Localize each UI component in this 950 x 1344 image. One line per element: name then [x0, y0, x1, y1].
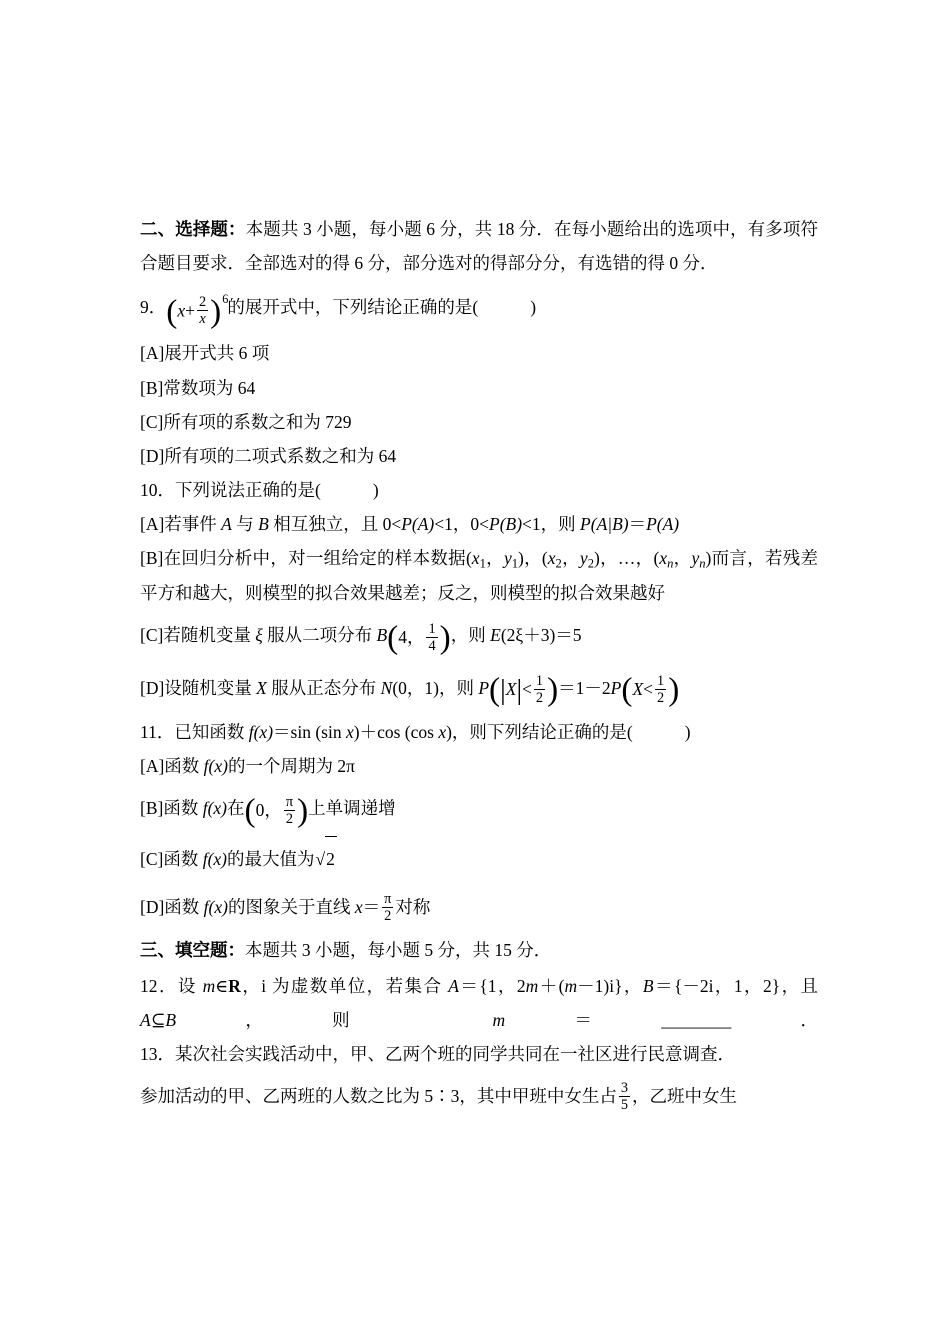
q11d-fx: (x)	[208, 897, 228, 918]
q12-B: B	[642, 976, 654, 997]
q11a-t2: 的一个周期为 2π	[227, 756, 355, 777]
section-3-text: 本题共 3 小题，每小题 5 分，共 15 分．	[245, 939, 552, 960]
q12-subset: ⊆	[150, 1010, 166, 1031]
q11b-t3: 上单调递增	[308, 798, 396, 819]
q10d-lt: <	[522, 679, 532, 700]
q10d-absX: X	[505, 679, 517, 700]
q10d-frac-num: 1	[535, 673, 544, 690]
q11-number: 11．	[140, 722, 175, 743]
q11b-arg-left: 0	[255, 799, 265, 820]
q12-t8: ，则	[176, 1010, 493, 1031]
q12-m4: m	[492, 1010, 506, 1031]
q10c-binom-args: (4， $\frac{1}{4}$ )	[387, 619, 451, 657]
q10b-label: [B]	[140, 548, 164, 569]
q10c-B: B	[376, 625, 388, 646]
q10d-P: P	[478, 677, 490, 698]
q12-t2: ∈	[215, 976, 229, 997]
q10d-fraction	[534, 673, 545, 706]
q11d-t2: 的图象关于直线	[227, 897, 355, 918]
q10b-t1: 在回归分析中，对一组给定的样本数据(	[163, 548, 472, 569]
question-10	[140, 473, 818, 507]
q11b-t2: 在	[227, 798, 245, 819]
q12-R: R	[228, 976, 241, 997]
q11b-label: [B]	[140, 798, 164, 819]
q11d-t3: 对称	[395, 897, 431, 918]
q13-frac-den: 5	[620, 1097, 629, 1114]
question-12	[140, 969, 818, 1037]
q10c-E: E	[490, 625, 501, 646]
q11-x1: x	[345, 722, 354, 743]
q11a-fx: (x)	[208, 756, 228, 777]
q10a-t2: 与	[231, 514, 259, 535]
q10b-ynsub: n	[699, 556, 706, 571]
q10d-N: N	[380, 677, 393, 698]
q11c-t1: 函数	[163, 848, 203, 869]
q9-base: x	[177, 300, 186, 321]
q9-frac-den: x	[199, 311, 206, 328]
q10b-mid1: )，(	[518, 548, 548, 569]
q10d-eq: ＝1－2	[558, 677, 611, 698]
q10-option-c[interactable]	[140, 610, 818, 662]
q11d-fraction	[382, 891, 393, 924]
q11d-eq: ＝	[362, 897, 381, 918]
q10c-arg1: 4	[398, 627, 407, 648]
q10b-y1: y	[503, 548, 512, 569]
q12-t4: ＝{1，2	[458, 976, 526, 997]
q11d-label: [D]	[140, 897, 165, 918]
q9-fraction	[197, 294, 208, 327]
question-11	[140, 715, 818, 749]
section-2-heading	[140, 212, 818, 280]
q10a-pA: P(A)	[401, 514, 435, 535]
q11b-interval: (0， $\frac{\pi}{2}$ )	[244, 791, 309, 829]
q10b-x2sub: 2	[555, 556, 562, 571]
q11-mid: )＋cos (cos	[353, 722, 439, 743]
q10-number: 10．	[140, 479, 175, 500]
q10c-Eexpr: (2ξ＋3)	[500, 625, 556, 646]
q11-option-b[interactable]	[140, 783, 818, 835]
q10b-mid2: )，…，(	[593, 548, 660, 569]
q10a-pA2: P(A)	[646, 514, 680, 535]
question-13-line-2	[140, 1071, 818, 1122]
q9-stem-end: )	[530, 297, 537, 318]
q13-line2b: ，乙班中女生	[632, 1086, 738, 1107]
q10b-x2: x	[547, 548, 556, 569]
q10b-x1: x	[471, 548, 480, 569]
q10c-eq: ＝5	[555, 625, 582, 646]
q11b-t1: 函数	[163, 798, 203, 819]
q10d-fraction-2	[655, 673, 666, 706]
q10d-frac2-num: 1	[657, 673, 665, 690]
q10b-y1sub: 1	[511, 556, 519, 571]
q10b-tail: )而言，若残差平方和越大，则模型的拟合效果越差；反之，则模型的拟合效果越好	[140, 548, 819, 604]
q10a-t5: <1，则	[522, 514, 581, 535]
q9-option-d[interactable]: [D]所有项的二项式系数之和为 64	[140, 445, 397, 466]
q10c-t2: 服从二项分布	[262, 625, 377, 646]
q11b-frac-den: 2	[285, 810, 294, 827]
q11d-t1: 函数	[164, 897, 204, 918]
q10c-label: [C]	[140, 625, 164, 646]
q10b-y2sub: 2	[587, 556, 594, 571]
q12-t9: ＝________．	[505, 1010, 819, 1031]
q9-stem-suffix: 的展开式中，下列结论正确的是(	[227, 297, 479, 318]
q10a-t3: 相互独立，且 0<	[268, 514, 402, 535]
q10-stem-end: )	[372, 479, 379, 500]
q11b-fraction	[284, 794, 295, 827]
question-13-line-1	[140, 1037, 818, 1071]
sqrt-icon: √2	[315, 836, 337, 883]
q13-line1: 某次社会实践活动中，甲、乙两个班的同学共同在一社区进行民意调查．	[175, 1044, 735, 1065]
q10d-X2: X	[632, 679, 644, 700]
q10d-X: X	[256, 677, 267, 698]
q10c-fraction	[426, 621, 437, 654]
q10b-sep1: ，	[485, 548, 504, 569]
q10-option-a[interactable]	[140, 507, 818, 541]
q12-t1: 设	[177, 976, 203, 997]
q10d-label: [D]	[140, 677, 165, 698]
q10a-t1: 若事件	[164, 514, 222, 535]
q12-A: A	[448, 976, 459, 997]
q12-m2: m	[525, 976, 539, 997]
q9-power: 6	[222, 292, 229, 307]
q11-option-c[interactable]	[140, 836, 818, 883]
q10c-t3: ，则	[450, 625, 491, 646]
q10d-prob-expr-2: (X< $\frac{1}{2}$ )	[621, 671, 680, 709]
q10-option-b[interactable]	[140, 541, 818, 610]
q12-B2: B	[165, 1010, 177, 1031]
q11c-sqrt-radicand: 2	[325, 836, 337, 883]
q11-t1: 已知函数	[174, 722, 249, 743]
q9-frac-num: 2	[198, 294, 207, 311]
q9-option-c[interactable]: [C]所有项的系数之和为 729	[140, 411, 352, 432]
q10a-pB: P(B)	[489, 514, 523, 535]
q11d-frac-den: 2	[384, 908, 392, 924]
q11a-label: [A]	[140, 756, 165, 777]
q13-line2a: 参加活动的甲、乙两班的人数之比为 5∶3，其中甲班中女生占	[140, 1086, 617, 1107]
q10c-frac-den: 4	[428, 637, 436, 654]
q10d-lt2: <	[643, 679, 654, 700]
q9-plus: +	[185, 300, 195, 321]
q11-f: f	[248, 722, 254, 743]
q11-option-a[interactable]	[140, 749, 818, 783]
q12-t6: －1)i}，	[577, 976, 643, 997]
q10b-x1sub: 1	[479, 556, 486, 571]
q11a-t1: 函数	[164, 756, 204, 777]
q10d-Narg: (0，1)	[392, 677, 439, 698]
q9-expression: (x+ $\frac{2}{x}$ )$^6$	[166, 292, 229, 330]
q11c-f: f	[202, 848, 208, 869]
q11-fx: (x)	[253, 722, 274, 743]
q13-number: 13．	[140, 1044, 175, 1065]
q11-t2: )，则下列结论正确的是(	[446, 722, 633, 743]
q10c-t1: 若随机变量	[163, 625, 256, 646]
section-3-label: 三、填空题：	[140, 939, 245, 960]
q10b-xnsub: n	[667, 556, 674, 571]
q11b-fx: (x)	[207, 798, 228, 819]
q10a-t4: <1，0<	[434, 514, 489, 535]
q12-t7: ＝{－2i，1，2}，且	[653, 976, 819, 997]
q11c-fx: (x)	[207, 848, 228, 869]
q10c-xi: ξ	[255, 625, 263, 646]
q11-eq: ＝sin (sin	[273, 722, 346, 743]
q10d-P2: P	[610, 677, 622, 698]
q11-x2: x	[438, 722, 447, 743]
q11d-x: x	[354, 897, 363, 918]
q13-frac-num: 3	[620, 1080, 629, 1097]
q10c-comma: ，	[406, 627, 425, 648]
q10b-sep2: ，	[561, 548, 580, 569]
q10d-frac2-den: 2	[657, 690, 665, 707]
q12-t5: ＋(	[538, 976, 565, 997]
q11b-frac-num: π	[285, 793, 294, 810]
section-2-text: 本题共 3 小题，每小题 6 分，共 18 分．在每小题给出的选项中，有多项符合题目要求．全部选对的得 6 分，部分选对的得部分分，有选错的得 0 分．	[140, 219, 819, 274]
q12-A2: A	[140, 1010, 151, 1031]
q12-t3: ，i 为虚数单位，若集合	[240, 976, 449, 997]
q13-fraction	[619, 1080, 630, 1113]
section-2-label: 二、选择题：	[140, 219, 246, 239]
q11c-label: [C]	[140, 848, 164, 869]
q12-m: m	[202, 976, 216, 997]
q10d-t2: 服从正态分布	[266, 677, 381, 698]
q9-number: 9．	[140, 297, 167, 318]
q10a-label: [A]	[140, 514, 165, 535]
q11d-f: f	[203, 897, 209, 918]
q10-option-d[interactable]	[140, 663, 818, 715]
q11b-f: f	[202, 798, 208, 819]
q10b-yn: y	[691, 548, 700, 569]
q12-m3: m	[564, 976, 578, 997]
q11b-comma: ，	[264, 799, 282, 820]
q11a-f: f	[203, 756, 209, 777]
q11d-frac-num: π	[384, 890, 392, 907]
q12-number: 12．	[140, 976, 178, 997]
q10a-varA: A	[221, 514, 232, 535]
q11-stem-end: )	[684, 722, 691, 743]
q10d-t1: 设随机变量	[164, 677, 257, 698]
section-3-heading	[140, 933, 818, 967]
q10b-sep3: ，	[673, 548, 692, 569]
q9-option-b[interactable]: [B]常数项为 64	[140, 377, 256, 398]
q11c-t2: 的最大值为	[227, 848, 315, 869]
q10b-y2: y	[579, 548, 588, 569]
q9-option-a[interactable]: [A]展开式共 6 项	[140, 343, 270, 364]
q10a-varB: B	[258, 514, 269, 535]
page-content	[140, 212, 818, 1122]
q10-stem: 下列说法正确的是(	[175, 479, 321, 500]
question-9	[140, 282, 818, 336]
q10a-pAB: P(A|B)	[580, 514, 629, 535]
q10d-frac-den: 2	[535, 690, 544, 707]
q10a-eq: ＝	[628, 514, 647, 535]
q10d-prob-expr: (|X|< $\frac{1}{2}$ )	[489, 671, 559, 709]
q10b-xn: x	[659, 548, 668, 569]
q11-option-d[interactable]	[140, 882, 818, 933]
q10c-frac-num: 1	[428, 620, 436, 637]
q10d-t3: ，则	[438, 677, 479, 698]
